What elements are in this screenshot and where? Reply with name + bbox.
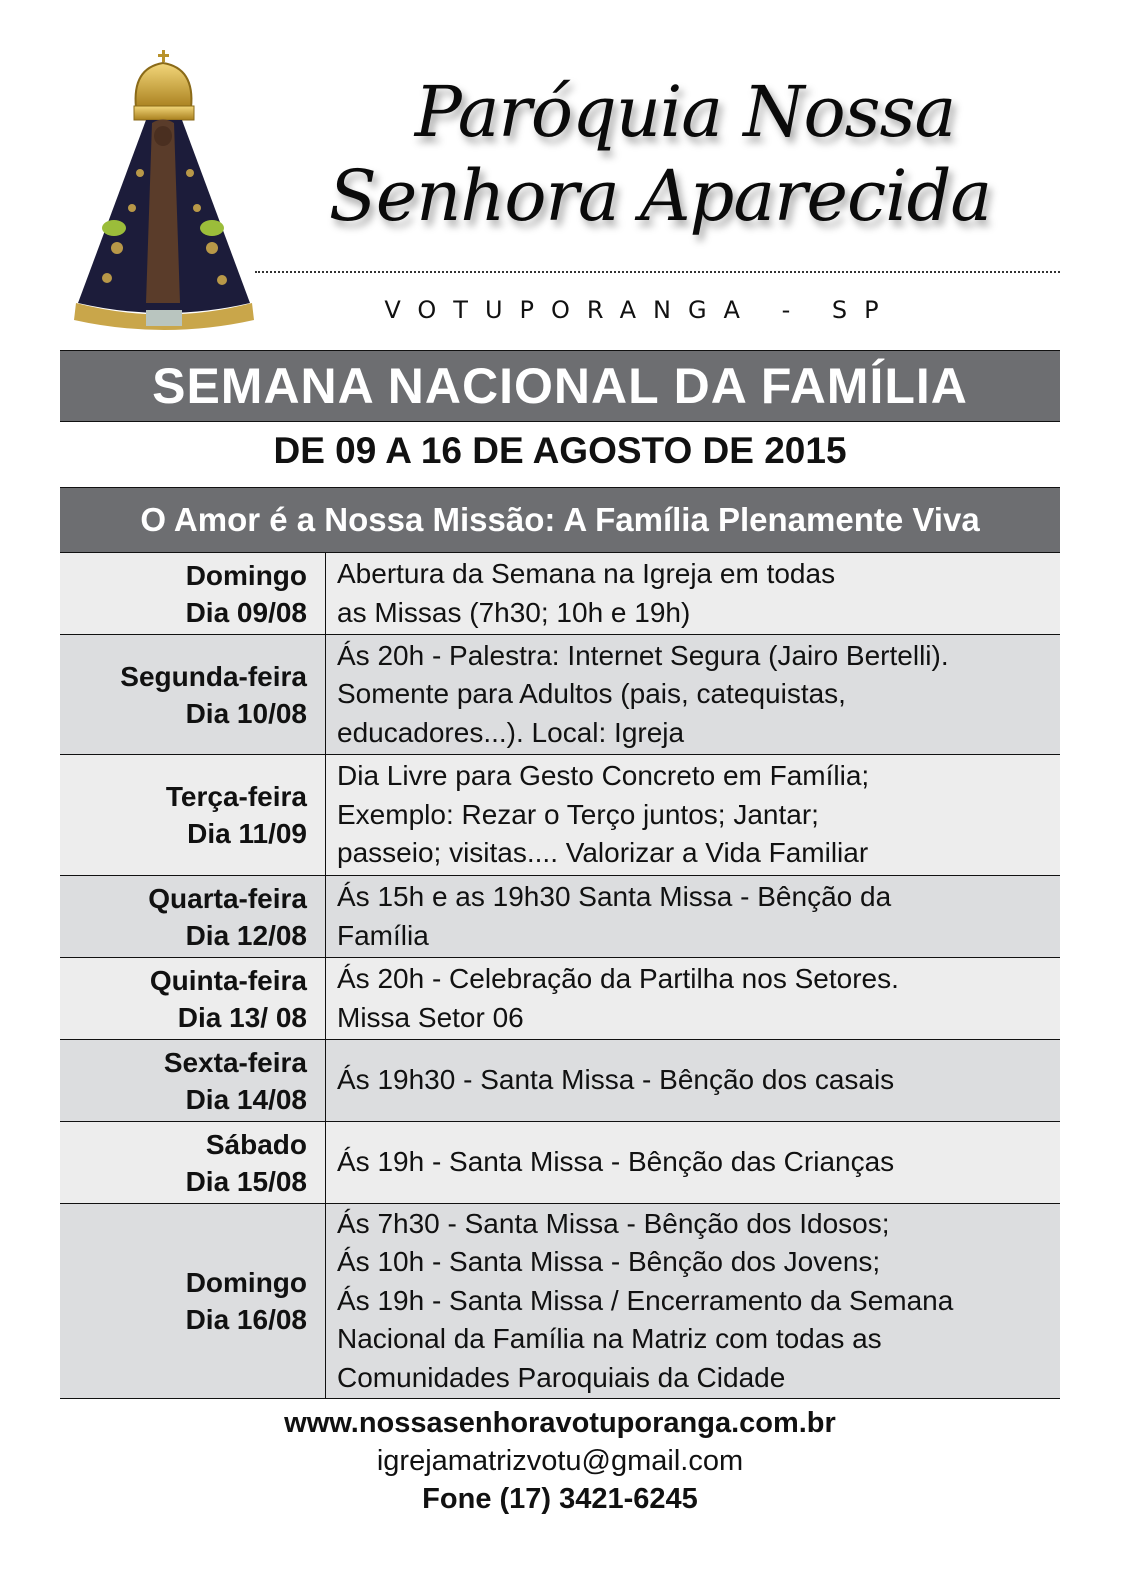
day-name: Quarta-feira — [148, 882, 307, 914]
event-banner — [60, 350, 1060, 422]
description-line: educadores...). Local: Igreja — [337, 716, 685, 748]
schedule-row — [60, 553, 1060, 635]
day-date: Dia 13/ 08 — [177, 1001, 307, 1033]
description-line: Ás 10h - Santa Missa - Bênção dos Jovens; — [337, 1246, 881, 1278]
statue-image — [62, 48, 267, 338]
contact-footer — [60, 1404, 1060, 1518]
description-cell — [326, 553, 1060, 634]
description-line: Comunidades Paroquiais da Cidade — [337, 1361, 786, 1393]
day-name: Domingo — [185, 1267, 307, 1298]
day-cell — [60, 876, 326, 957]
description-line: Ás 19h30 - Santa Missa - Bênção dos casais — [337, 1064, 895, 1096]
day-date: Dia 12/08 — [185, 919, 307, 951]
description-cell — [326, 635, 1060, 754]
event-dates: DE 09 A 16 DE AGOSTO DE 2015 — [273, 430, 847, 471]
description-line: Ás 20h - Celebração da Partilha nos Setores. — [337, 963, 899, 994]
parish-title-line-2: Senhora Aparecida — [328, 155, 992, 237]
description-line: Exemplo: Rezar o Terço juntos; Jantar; — [337, 798, 819, 830]
dotted-divider — [255, 271, 1060, 273]
schedule-row — [60, 876, 1060, 958]
day-cell — [60, 1204, 326, 1398]
description-line: Ás 19h - Santa Missa / Encerramento da Semana — [337, 1284, 954, 1316]
description-line: Família — [337, 919, 429, 951]
description-cell — [326, 958, 1060, 1039]
description-line: Ás 7h30 - Santa Missa - Bênção dos Idosos; — [337, 1207, 890, 1239]
event-title: SEMANA NACIONAL DA FAMÍLIA — [152, 358, 968, 414]
schedule-row — [60, 958, 1060, 1040]
day-cell — [60, 635, 326, 754]
description-line: as Missas (7h30; 10h e 19h) — [337, 596, 691, 628]
day-cell — [60, 1040, 326, 1121]
day-date: Dia 09/08 — [185, 596, 307, 628]
parish-title — [320, 70, 1040, 238]
description-cell — [326, 755, 1060, 875]
phone-number: Fone (17) 3421-6245 — [422, 1483, 698, 1515]
theme-bar — [60, 487, 1060, 552]
description-cell — [326, 1122, 1060, 1203]
day-cell — [60, 1122, 326, 1203]
day-name: Sábado — [205, 1128, 307, 1160]
description-line: Somente para Adultos (pais, catequistas, — [337, 678, 846, 710]
day-name: Sexta-feira — [163, 1046, 307, 1078]
email-link[interactable]: igrejamatrizvotu@gmail.com — [376, 1445, 744, 1477]
parish-title-line-1: Paróquia Nossa — [414, 71, 956, 153]
theme-text: O Amor é a Nossa Missão: A Família Plenamente Viva — [140, 501, 980, 538]
day-date: Dia 16/08 — [185, 1304, 307, 1335]
schedule-row — [60, 1204, 1060, 1399]
day-cell — [60, 755, 326, 875]
description-line: Dia Livre para Gesto Concreto em Família; — [337, 760, 870, 792]
description-line: Nacional da Família na Matriz com todas as — [337, 1323, 882, 1355]
description-line: Ás 15h e as 19h30 Santa Missa - Bênção da — [337, 881, 892, 912]
day-name: Domingo — [185, 559, 307, 591]
day-name: Terça-feira — [165, 781, 307, 812]
day-date: Dia 15/08 — [185, 1165, 307, 1197]
description-line: Missa Setor 06 — [337, 1001, 524, 1033]
day-name: Segunda-feira — [120, 660, 307, 692]
description-cell — [326, 1040, 1060, 1121]
city-label: VOTUPORANGA - SP — [384, 296, 896, 324]
schedule-row — [60, 635, 1060, 755]
schedule-row — [60, 755, 1060, 876]
day-cell — [60, 958, 326, 1039]
schedule-table — [60, 552, 1060, 1399]
schedule-row — [60, 1040, 1060, 1122]
description-line: Ás 19h - Santa Missa - Bênção das Crianças — [337, 1146, 895, 1178]
description-line: Ás 20h - Palestra: Internet Segura (Jairo Bertelli). — [337, 639, 949, 671]
description-cell — [326, 876, 1060, 957]
day-date: Dia 14/08 — [185, 1083, 307, 1115]
description-line: Abertura da Semana na Igreja em todas — [337, 558, 836, 589]
description-line: passeio; visitas.... Valorizar a Vida Familiar — [337, 837, 869, 869]
day-cell — [60, 553, 326, 634]
schedule-row — [60, 1122, 1060, 1204]
description-cell — [326, 1204, 1060, 1398]
website-link[interactable]: www.nossasenhoravotuporanga.com.br — [284, 1407, 836, 1439]
day-date: Dia 10/08 — [185, 697, 307, 729]
day-date: Dia 11/09 — [187, 818, 307, 849]
day-name: Quinta-feira — [149, 964, 307, 996]
